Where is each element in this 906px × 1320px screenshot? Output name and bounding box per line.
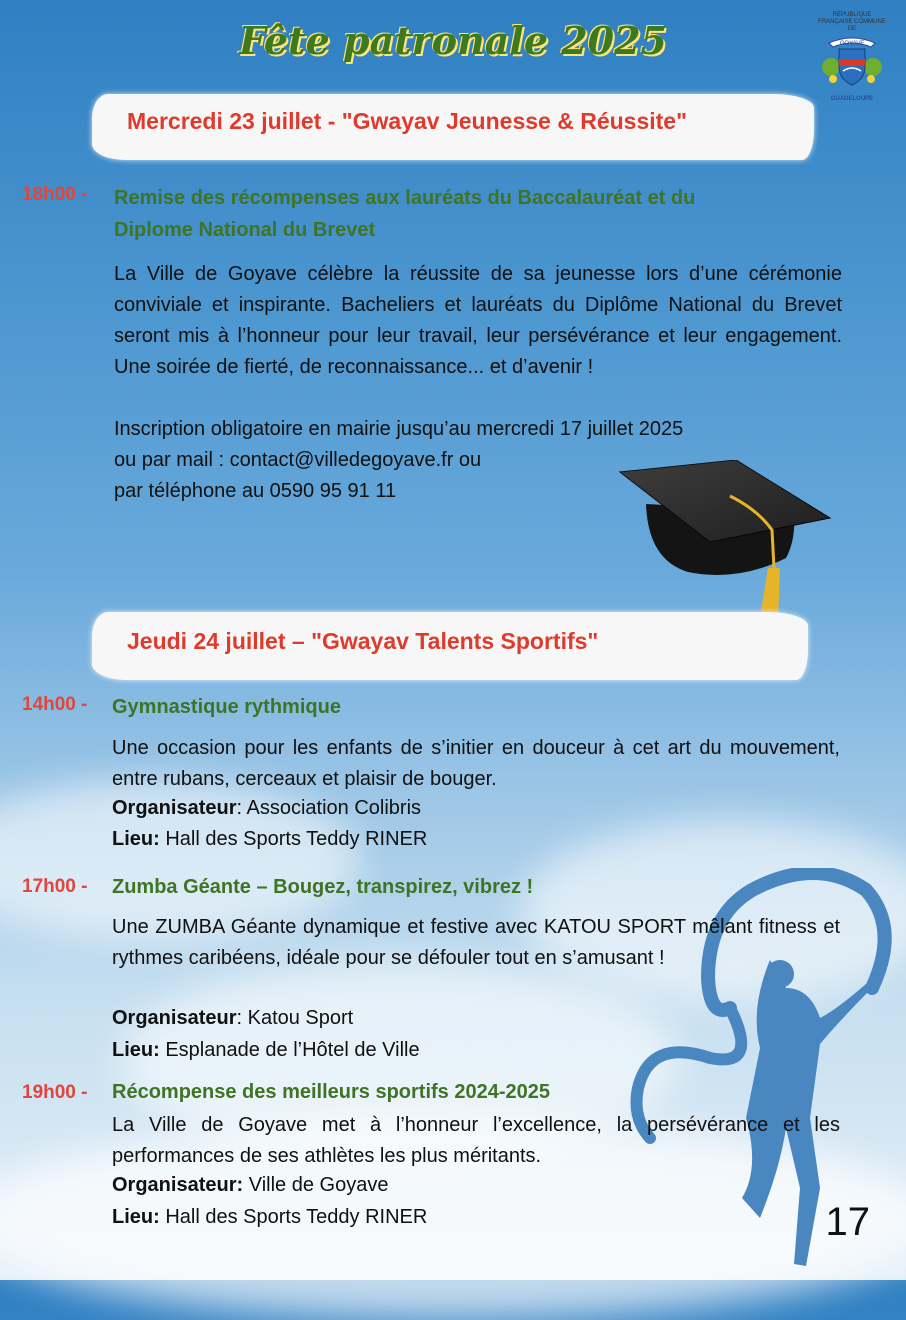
- event-description: La Ville de Goyave met à l’honneur l’excellence, la persévérance et les performances de ses athlètes les plus méritants.: [112, 1114, 840, 1167]
- event-venue: [112, 828, 427, 851]
- logo-bottom-text: GUADELOUPE: [830, 96, 874, 102]
- logo-name: GOYAVE: [839, 41, 865, 47]
- event-title-line-1: Remise des récompenses aux lauréats du Baccalauréat et du: [114, 187, 696, 209]
- coat-of-arms-icon: [821, 33, 883, 89]
- venue-value: Hall des Sports Teddy RINER: [159, 1206, 428, 1228]
- event-title-line-2: Diplome National du Brevet: [114, 219, 376, 241]
- event-organizer: [112, 1007, 353, 1030]
- organizer-label: Organisateur: [112, 797, 237, 819]
- organizer-separator: :: [236, 1007, 248, 1029]
- event-title: Zumba Géante – Bougez, transpirez, vibrez !: [112, 876, 534, 898]
- venue-value: Esplanade de l’Hôtel de Ville: [159, 1039, 420, 1061]
- organizer-value: Katou Sport: [247, 1007, 354, 1029]
- event-description: La Ville de Goyave célèbre la réussite de sa jeunesse lors d’une cérémonie conviviale et inspirante. Bacheliers et lauréats du Diplôme National du Brevet seront mis à l’honneur pour leur travail, leur persévérance et leur engagement. Une soirée de fierté, de reconnaissance... et d’avenir !: [114, 263, 842, 378]
- event-time: 14h00 -: [22, 694, 88, 715]
- event-time: 19h00 -: [22, 1082, 88, 1103]
- venue-label: Lieu:: [112, 1039, 160, 1061]
- organizer-label: Organisateur: [112, 1007, 237, 1029]
- day2-banner-title: Jeudi 24 juillet – "Gwayav Talents Sportifs": [127, 628, 599, 654]
- organizer-label: Organisateur:: [112, 1174, 244, 1196]
- event-venue: [112, 1206, 427, 1229]
- logo-top-text: RÉPUBLIQUE FRANÇAISE COMMUNE DE: [818, 12, 886, 32]
- venue-label: Lieu:: [112, 828, 160, 850]
- graduation-cap-icon: [618, 460, 834, 636]
- organizer-value: Ville de Goyave: [248, 1174, 389, 1196]
- event-organizer: [112, 1174, 388, 1197]
- event-title: Gymnastique rythmique: [112, 696, 341, 718]
- venue-label: Lieu:: [112, 1206, 160, 1228]
- event-description: Une occasion pour les enfants de s’initier en douceur à cet art du mouvement, entre rubans, cerceaux et plaisir de bouger.: [112, 737, 840, 790]
- organizer-separator: :: [236, 797, 247, 819]
- contact-email: ou par mail : contact@villedegoyave.fr ou: [114, 449, 482, 471]
- page-number: 17: [825, 1200, 870, 1244]
- contact-phone: par téléphone au 0590 95 91 11: [114, 480, 397, 502]
- event-venue: [112, 1039, 420, 1062]
- goyave-logo: [816, 12, 888, 102]
- organizer-value: Association Colibris: [246, 797, 422, 819]
- event-description: Une ZUMBA Géante dynamique et festive avec KATOU SPORT mêlant fitness et rythmes caribéens, idéale pour se défouler tout en s’amusant !: [112, 916, 840, 969]
- venue-value: Hall des Sports Teddy RINER: [159, 828, 428, 850]
- registration-info: Inscription obligatoire en mairie jusqu’au mercredi 17 juillet 2025: [114, 418, 684, 440]
- event-organizer: [112, 797, 421, 820]
- event-time: 17h00 -: [22, 876, 88, 897]
- event-time: 18h00 -: [22, 184, 88, 205]
- event-title: [114, 182, 695, 246]
- event-title: Récompense des meilleurs sportifs 2024-2025: [112, 1081, 550, 1103]
- day1-banner-title: Mercredi 23 juillet - "Gwayav Jeunesse & Réussite": [127, 108, 687, 134]
- page-title: Fête patronale 2025: [238, 18, 667, 63]
